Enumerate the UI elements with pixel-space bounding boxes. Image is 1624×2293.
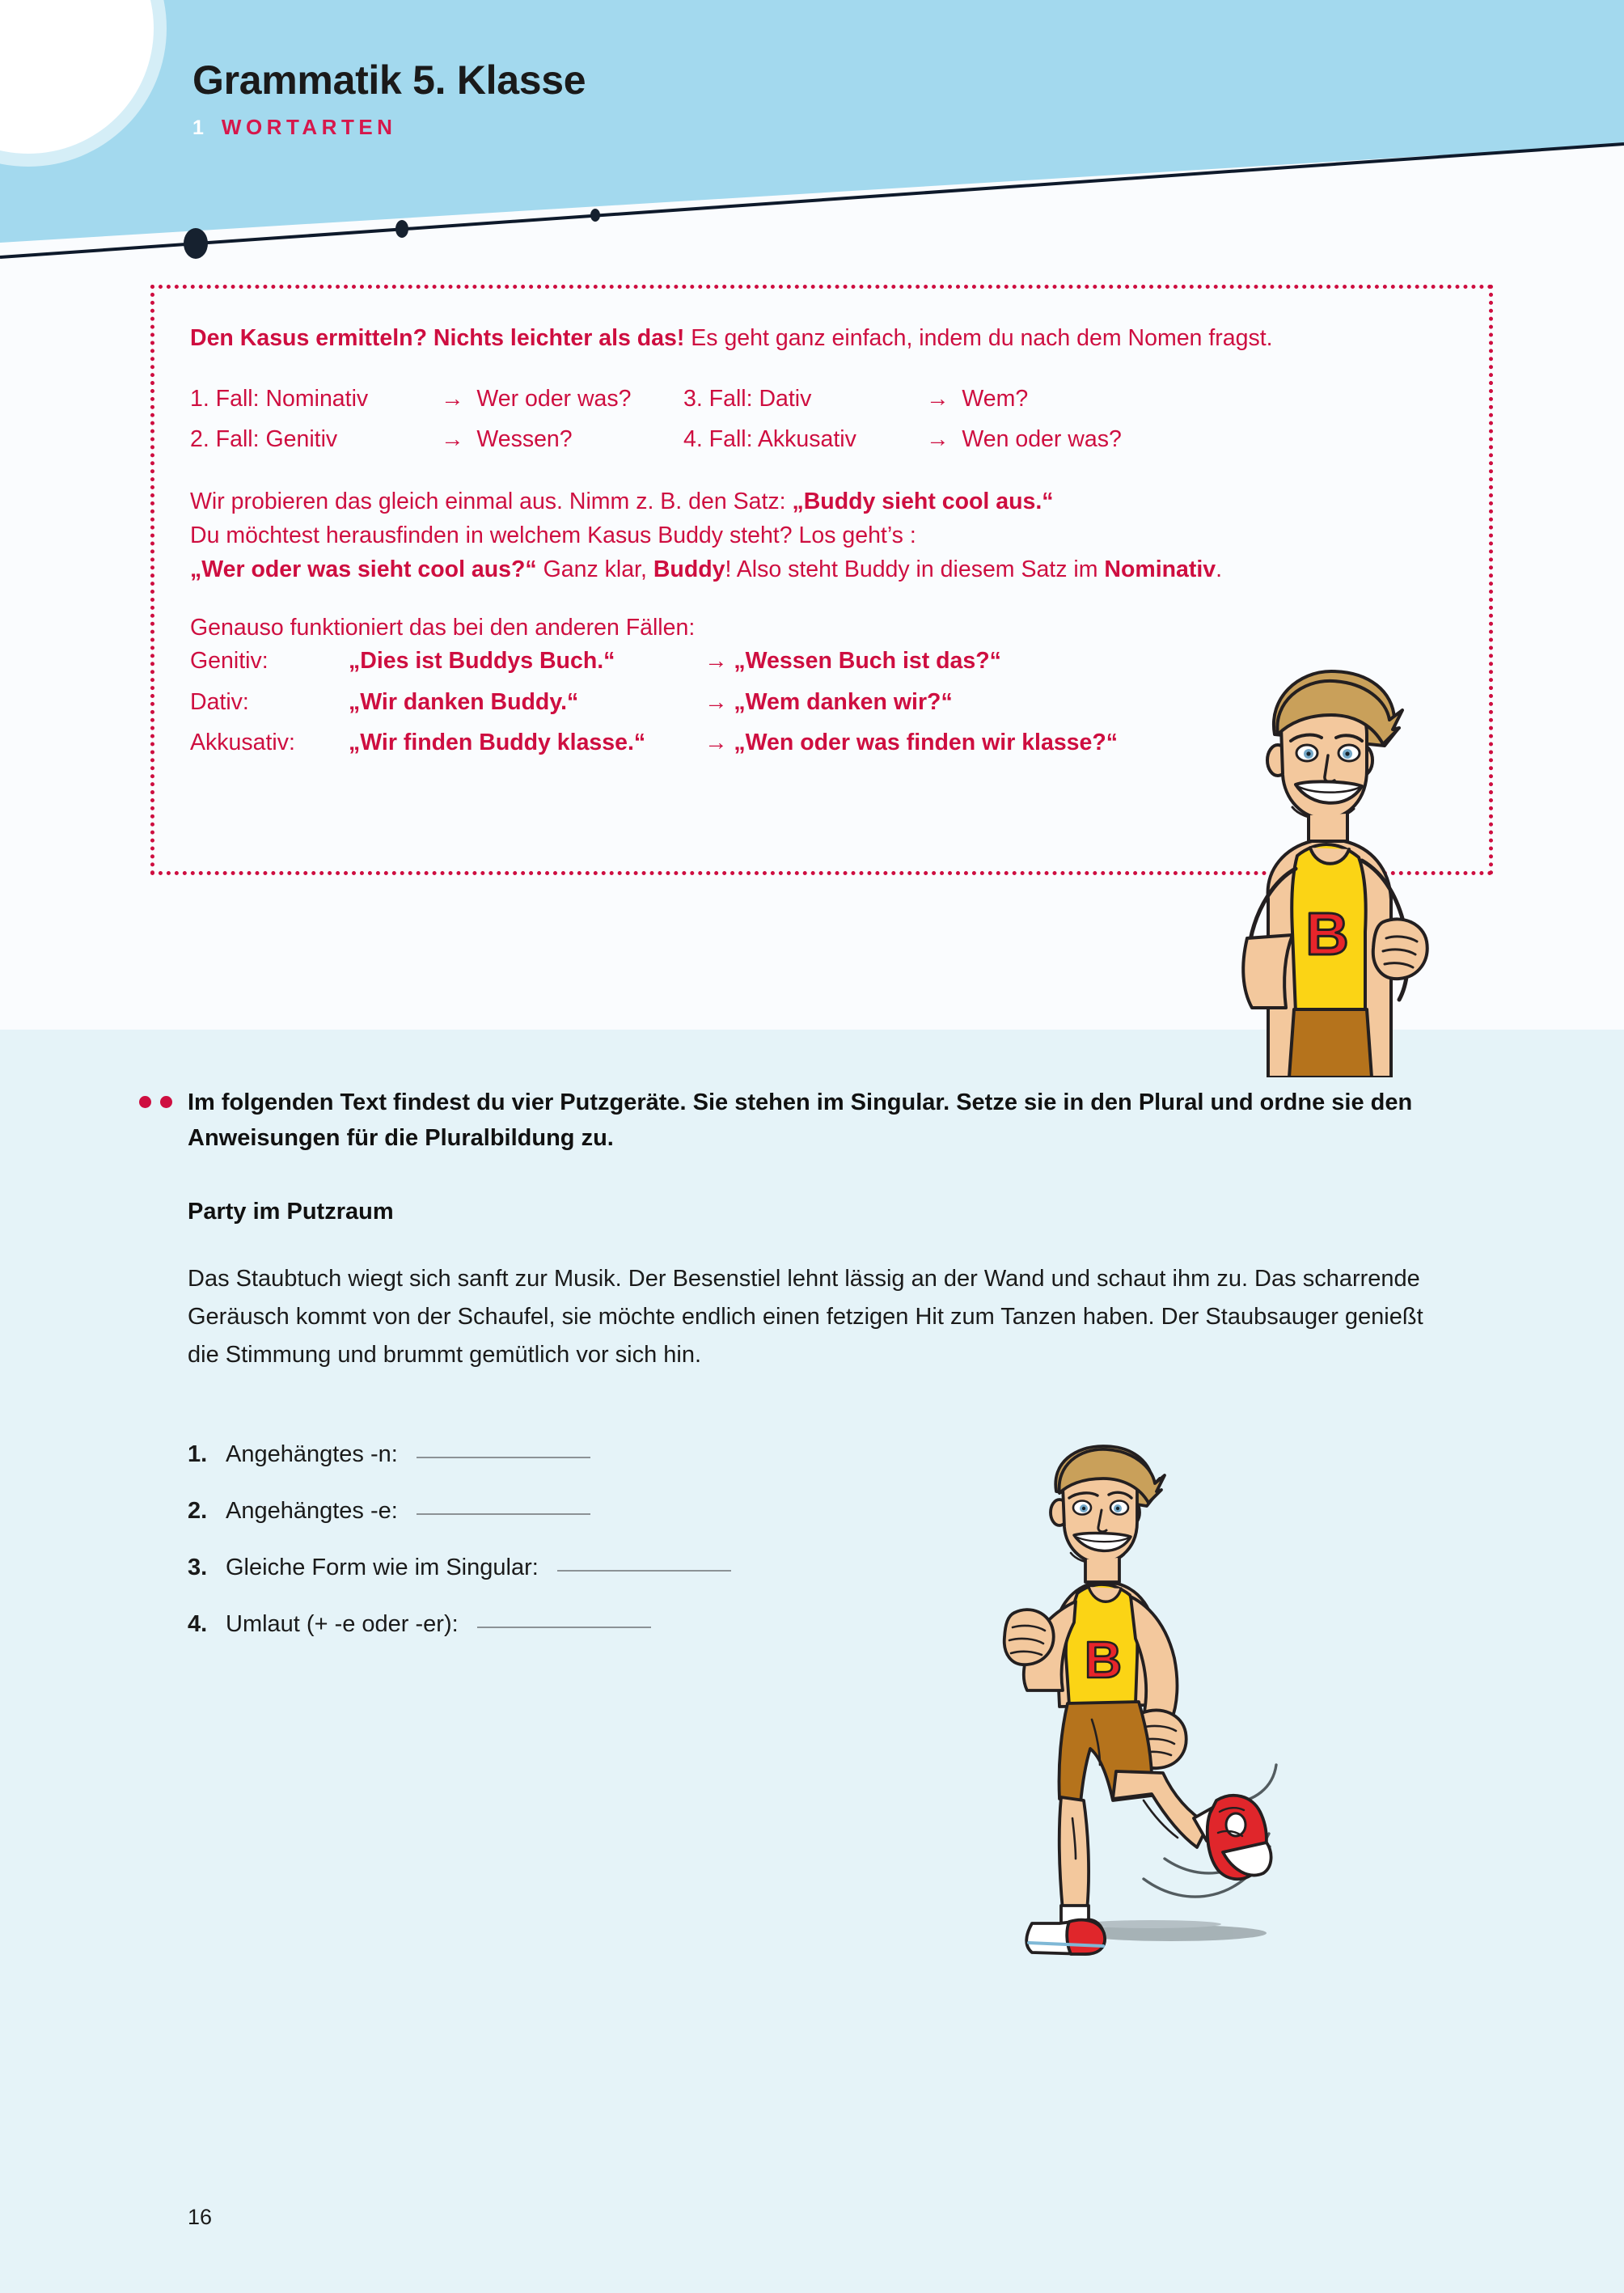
exercise-text-heading: Party im Putzraum: [188, 1199, 394, 1225]
answer-blank-line[interactable]: [417, 1513, 590, 1515]
case-row-2-right-q: → Wen oder was?: [926, 426, 1122, 453]
answer-row: [188, 1555, 996, 1581]
spacer: [190, 457, 1453, 484]
example-0-sentence: „Dies ist Buddys Buch.“: [349, 648, 615, 675]
answer-number: 2.: [188, 1498, 208, 1524]
info-result-bold-1: „Wer oder was sieht cool aus?“: [190, 556, 537, 583]
answer-row: [188, 1611, 996, 1638]
answer-blank-line[interactable]: [557, 1570, 731, 1572]
bullet-dot-1: [139, 1096, 151, 1108]
info-result-bold-2: Buddy: [653, 556, 725, 583]
chapter-number: 1: [192, 116, 204, 139]
info-find-line: Du möchtest herausfinden in welchem Kasus Buddy steht? Los geht’s :: [190, 522, 916, 548]
case-row-2-left-label: 2. Fall: Genitiv: [190, 426, 338, 453]
header-circle-decoration: [0, 0, 154, 154]
example-2-sentence: „Wir finden Buddy klasse.“: [349, 730, 646, 756]
page-title: Grammatik 5. Klasse: [192, 57, 586, 103]
example-0-label: Genitiv:: [190, 648, 269, 675]
example-1-sentence: „Wir danken Buddy.“: [349, 688, 579, 715]
case-row-2-left-q: → Wessen?: [441, 426, 573, 453]
info-result-bold-3: Nominativ: [1104, 556, 1216, 583]
exercise-prompt: Im folgenden Text findest du vier Putzgeräte. Sie stehen im Singular. Setze sie in den Plural und ordne sie den Anweisungen für die Pluralbildung zu.: [188, 1089, 1413, 1152]
case-row-1-left-q: → Wer oder was?: [441, 386, 632, 412]
example-2-label: Akkusativ:: [190, 730, 295, 756]
example-1-question: → „Wem danken wir?“: [704, 688, 953, 715]
shirt-letter: B: [1084, 1631, 1123, 1689]
spacer: [190, 586, 1453, 611]
case-row-1-right-label: 3. Fall: Dativ: [683, 386, 812, 412]
info-same-line: Genauso funktioniert das bei den anderen Fällen:: [190, 615, 696, 641]
case-row-2-right-label: 4. Fall: Akkusativ: [683, 426, 856, 453]
info-result-plain-2: ! Also steht Buddy in diesem Satz im: [725, 556, 1105, 583]
answer-row: [188, 1498, 996, 1525]
answer-blank-line[interactable]: [477, 1627, 651, 1628]
spacer: [190, 355, 1453, 383]
example-0-question: → „Wessen Buch ist das?“: [704, 648, 1001, 675]
answer-number: 4.: [188, 1611, 208, 1637]
info-try-plain: Wir probieren das gleich einmal aus. Nimm z. B. den Satz:: [190, 488, 793, 514]
chapter-title: WORTARTEN: [221, 115, 397, 139]
info-intro-bold: Den Kasus ermitteln? Nichts leichter als das!: [190, 325, 685, 351]
buddy-character-bottom: [985, 1438, 1349, 1988]
answer-blank-line[interactable]: [417, 1457, 590, 1458]
info-result-line: [190, 552, 1453, 586]
info-result-plain-3: .: [1216, 556, 1223, 583]
answer-label: Gleiche Form wie im Singular:: [226, 1555, 539, 1580]
shirt-letter: B: [1305, 900, 1349, 967]
case-row-1-right-q: → Wem?: [926, 386, 1029, 412]
example-1-label: Dativ:: [190, 688, 249, 715]
exercise-difficulty-bullets: [139, 1096, 172, 1108]
case-question-table: [190, 383, 1453, 457]
info-try-line: [190, 484, 1453, 518]
right-shoe: [1207, 1796, 1271, 1879]
example-2-question: → „Wen oder was finden wir klasse?“: [704, 730, 1119, 756]
answer-label: Umlaut (+ -e oder -er):: [226, 1611, 459, 1637]
chapter-label-group: [192, 115, 396, 140]
exercise-text-body: Das Staubtuch wiegt sich sanft zur Musik. Der Besenstiel lehnt lässig an der Wand und schaut ihm zu. Das scharrende Geräusch kommt von der Schaufel, sie möchte endlich einen fetzigen Hit zum Tanzen haben. Der Staubsauger genießt die Stimmung und brummt gemütlich vor sich hin.: [188, 1266, 1423, 1368]
page-number: 16: [188, 2205, 213, 2229]
left-fist: [1004, 1610, 1054, 1665]
info-intro-rest: Es geht ganz einfach, indem du nach dem Nomen fragst.: [684, 325, 1273, 351]
bullet-dot-2: [160, 1096, 172, 1108]
left-shoe: [1026, 1920, 1105, 1954]
answer-row: [188, 1441, 996, 1468]
info-intro-paragraph: [190, 321, 1453, 355]
answer-number: 3.: [188, 1555, 208, 1580]
buddy-character-top: [1212, 657, 1470, 1077]
answer-label: Angehängtes -e:: [226, 1498, 398, 1524]
answer-label: Angehängtes -n:: [226, 1441, 398, 1467]
case-row-1-left-label: 1. Fall: Nominativ: [190, 386, 369, 412]
info-try-bold: „Buddy sieht cool aus.“: [792, 488, 1054, 514]
answer-list: [188, 1441, 996, 1668]
info-result-plain-1: Ganz klar,: [536, 556, 653, 583]
answer-number: 1.: [188, 1441, 208, 1467]
